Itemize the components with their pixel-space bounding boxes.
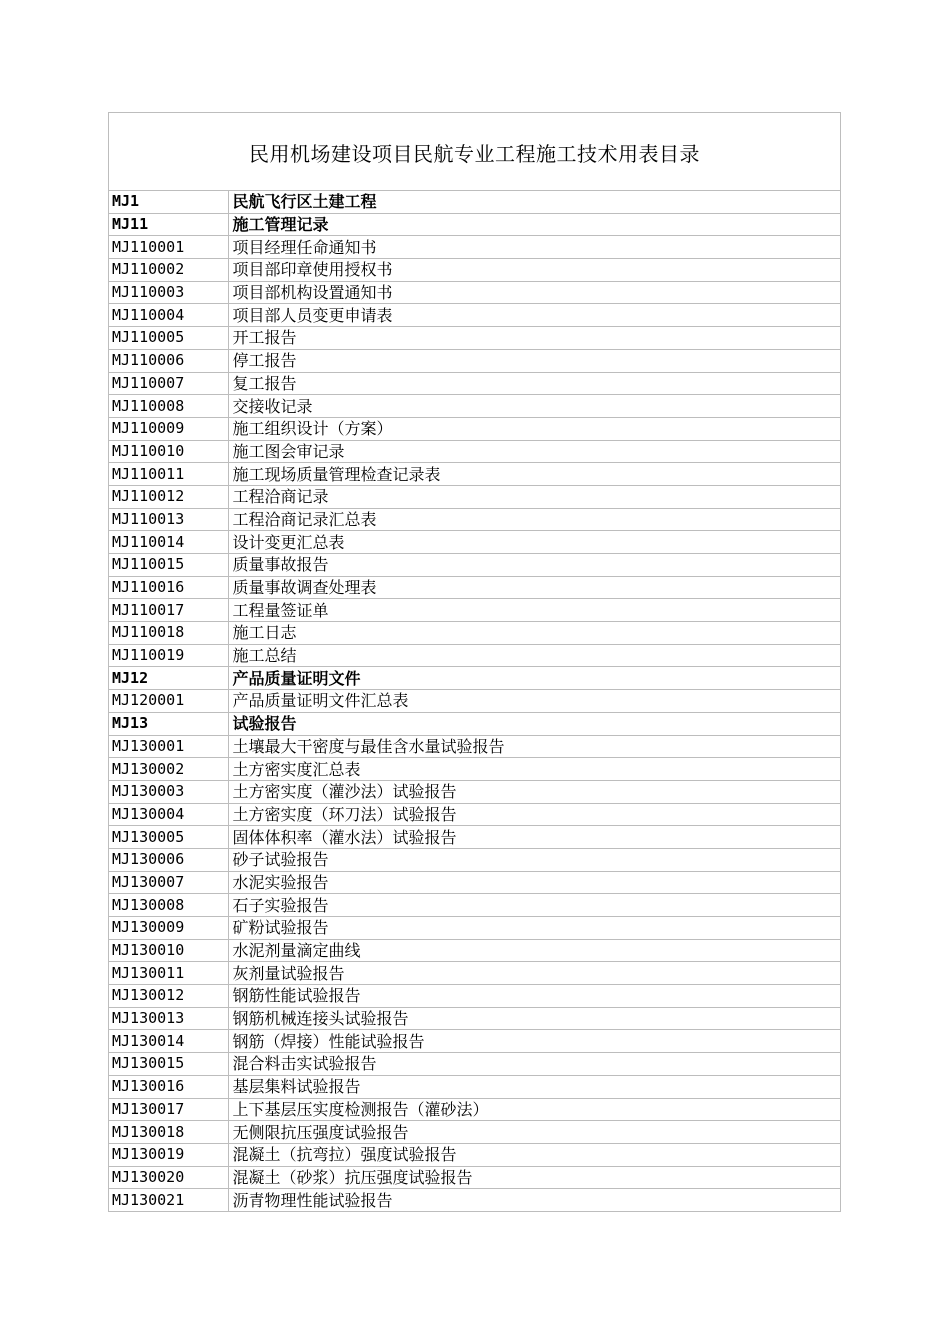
form-name: 土方密实度汇总表 bbox=[228, 758, 840, 781]
form-code: MJ130018 bbox=[109, 1121, 228, 1144]
form-name: 设计变更汇总表 bbox=[228, 531, 840, 554]
form-name: 产品质量证明文件 bbox=[228, 667, 840, 690]
form-code: MJ130015 bbox=[109, 1053, 228, 1076]
table-row bbox=[109, 554, 840, 577]
form-code: MJ110009 bbox=[109, 417, 228, 440]
table-row bbox=[109, 871, 840, 894]
form-name: 开工报告 bbox=[228, 327, 840, 350]
table-row bbox=[109, 485, 840, 508]
form-name: 施工日志 bbox=[228, 622, 840, 645]
form-code: MJ110012 bbox=[109, 485, 228, 508]
form-name: 砂子试验报告 bbox=[228, 848, 840, 871]
table-row bbox=[109, 1166, 840, 1189]
form-name: 施工总结 bbox=[228, 644, 840, 667]
form-code: MJ1 bbox=[109, 191, 228, 213]
table-row bbox=[109, 985, 840, 1008]
title-cell bbox=[109, 113, 840, 191]
form-code: MJ110013 bbox=[109, 508, 228, 531]
form-name: 试验报告 bbox=[228, 712, 840, 735]
form-code: MJ110007 bbox=[109, 372, 228, 395]
form-name: 质量事故报告 bbox=[228, 554, 840, 577]
table-row bbox=[109, 508, 840, 531]
form-name: 无侧限抗压强度试验报告 bbox=[228, 1121, 840, 1144]
catalog-sheet bbox=[108, 112, 841, 1212]
form-code: MJ130013 bbox=[109, 1007, 228, 1030]
form-name: 工程洽商记录 bbox=[228, 485, 840, 508]
form-name: 项目部印章使用授权书 bbox=[228, 259, 840, 282]
form-code: MJ130020 bbox=[109, 1166, 228, 1189]
form-name: 施工现场质量管理检查记录表 bbox=[228, 463, 840, 486]
form-name: 施工图会审记录 bbox=[228, 440, 840, 463]
form-code: MJ130003 bbox=[109, 780, 228, 803]
form-name: 混合料击实试验报告 bbox=[228, 1053, 840, 1076]
form-name: 钢筋（焊接）性能试验报告 bbox=[228, 1030, 840, 1053]
form-name: 石子实验报告 bbox=[228, 894, 840, 917]
form-name: 施工管理记录 bbox=[228, 213, 840, 236]
table-row bbox=[109, 417, 840, 440]
form-code: MJ110005 bbox=[109, 327, 228, 350]
form-code: MJ110016 bbox=[109, 576, 228, 599]
form-code: MJ130002 bbox=[109, 758, 228, 781]
form-code: MJ110015 bbox=[109, 554, 228, 577]
table-row bbox=[109, 758, 840, 781]
form-name: 钢筋机械连接头试验报告 bbox=[228, 1007, 840, 1030]
table-row bbox=[109, 576, 840, 599]
form-name: 产品质量证明文件汇总表 bbox=[228, 690, 840, 713]
catalog-table bbox=[109, 191, 840, 1211]
form-code: MJ110011 bbox=[109, 463, 228, 486]
form-name: 矿粉试验报告 bbox=[228, 917, 840, 940]
table-row bbox=[109, 599, 840, 622]
form-code: MJ110006 bbox=[109, 349, 228, 372]
table-row bbox=[109, 281, 840, 304]
form-code: MJ120001 bbox=[109, 690, 228, 713]
form-code: MJ110017 bbox=[109, 599, 228, 622]
form-code: MJ130004 bbox=[109, 803, 228, 826]
table-row bbox=[109, 1098, 840, 1121]
table-row bbox=[109, 304, 840, 327]
table-row bbox=[109, 803, 840, 826]
table-row bbox=[109, 1007, 840, 1030]
form-code: MJ130017 bbox=[109, 1098, 228, 1121]
form-code: MJ130010 bbox=[109, 939, 228, 962]
form-code: MJ130016 bbox=[109, 1075, 228, 1098]
form-name: 基层集料试验报告 bbox=[228, 1075, 840, 1098]
table-row bbox=[109, 259, 840, 282]
form-name: 工程量签证单 bbox=[228, 599, 840, 622]
table-row bbox=[109, 690, 840, 713]
table-row bbox=[109, 917, 840, 940]
form-code: MJ130021 bbox=[109, 1189, 228, 1211]
table-row bbox=[109, 644, 840, 667]
form-code: MJ130011 bbox=[109, 962, 228, 985]
table-row bbox=[109, 962, 840, 985]
form-name: 土方密实度（灌沙法）试验报告 bbox=[228, 780, 840, 803]
table-row bbox=[109, 1030, 840, 1053]
table-row bbox=[109, 372, 840, 395]
form-code: MJ110003 bbox=[109, 281, 228, 304]
table-row bbox=[109, 894, 840, 917]
table-row bbox=[109, 531, 840, 554]
form-name: 复工报告 bbox=[228, 372, 840, 395]
form-code: MJ110008 bbox=[109, 395, 228, 418]
table-row bbox=[109, 463, 840, 486]
table-row bbox=[109, 1189, 840, 1211]
form-code: MJ13 bbox=[109, 712, 228, 735]
table-row bbox=[109, 1075, 840, 1098]
form-name: 交接收记录 bbox=[228, 395, 840, 418]
form-name: 混凝土（抗弯拉）强度试验报告 bbox=[228, 1143, 840, 1166]
form-name: 民航飞行区土建工程 bbox=[228, 191, 840, 213]
form-name: 水泥剂量滴定曲线 bbox=[228, 939, 840, 962]
form-name: 灰剂量试验报告 bbox=[228, 962, 840, 985]
table-row bbox=[109, 440, 840, 463]
form-name: 沥青物理性能试验报告 bbox=[232, 1190, 393, 1210]
form-name: 质量事故调查处理表 bbox=[228, 576, 840, 599]
form-name: 施工组织设计（方案） bbox=[228, 417, 840, 440]
table-row bbox=[109, 327, 840, 350]
section-row bbox=[109, 191, 840, 213]
form-code: MJ130008 bbox=[109, 894, 228, 917]
form-name: 停工报告 bbox=[228, 349, 840, 372]
form-name: 水泥实验报告 bbox=[228, 871, 840, 894]
page-title: 民用机场建设项目民航专业工程施工技术用表目录 bbox=[249, 142, 700, 166]
form-code: MJ110018 bbox=[109, 622, 228, 645]
table-row bbox=[109, 236, 840, 259]
form-code: MJ130007 bbox=[109, 871, 228, 894]
form-name: 土壤最大干密度与最佳含水量试验报告 bbox=[228, 735, 840, 758]
form-name: 项目经理任命通知书 bbox=[228, 236, 840, 259]
table-row bbox=[109, 848, 840, 871]
form-name: 项目部人员变更申请表 bbox=[228, 304, 840, 327]
form-name: 工程洽商记录汇总表 bbox=[228, 508, 840, 531]
form-name: 项目部机构设置通知书 bbox=[228, 281, 840, 304]
form-code: MJ130012 bbox=[109, 985, 228, 1008]
form-code: MJ110004 bbox=[109, 304, 228, 327]
form-code: MJ110019 bbox=[109, 644, 228, 667]
form-code: MJ130006 bbox=[109, 848, 228, 871]
form-code: MJ110001 bbox=[109, 236, 228, 259]
form-code: MJ11 bbox=[109, 213, 228, 236]
form-name: 土方密实度（环刀法）试验报告 bbox=[228, 803, 840, 826]
form-name: 钢筋性能试验报告 bbox=[228, 985, 840, 1008]
table-row bbox=[109, 826, 840, 849]
form-code: MJ110014 bbox=[109, 531, 228, 554]
table-row bbox=[109, 939, 840, 962]
table-row bbox=[109, 1143, 840, 1166]
section-row bbox=[109, 667, 840, 690]
table-row bbox=[109, 735, 840, 758]
form-name: 上下基层压实度检测报告（灌砂法） bbox=[228, 1098, 840, 1121]
section-row bbox=[109, 712, 840, 735]
form-code: MJ130019 bbox=[109, 1143, 228, 1166]
table-row bbox=[109, 395, 840, 418]
form-name: 混凝土（砂浆）抗压强度试验报告 bbox=[228, 1166, 840, 1189]
table-row bbox=[109, 1053, 840, 1076]
form-code: MJ130014 bbox=[109, 1030, 228, 1053]
form-code: MJ130005 bbox=[109, 826, 228, 849]
table-row bbox=[109, 622, 840, 645]
form-code: MJ130009 bbox=[109, 917, 228, 940]
catalog-table-body bbox=[109, 191, 840, 1211]
form-code: MJ130001 bbox=[109, 735, 228, 758]
form-code: MJ12 bbox=[109, 667, 228, 690]
section-row bbox=[109, 213, 840, 236]
form-code: MJ110002 bbox=[109, 259, 228, 282]
table-row bbox=[109, 349, 840, 372]
form-name: 固体体积率（灌水法）试验报告 bbox=[228, 826, 840, 849]
table-row bbox=[109, 1121, 840, 1144]
form-code: MJ110010 bbox=[109, 440, 228, 463]
table-row bbox=[109, 780, 840, 803]
